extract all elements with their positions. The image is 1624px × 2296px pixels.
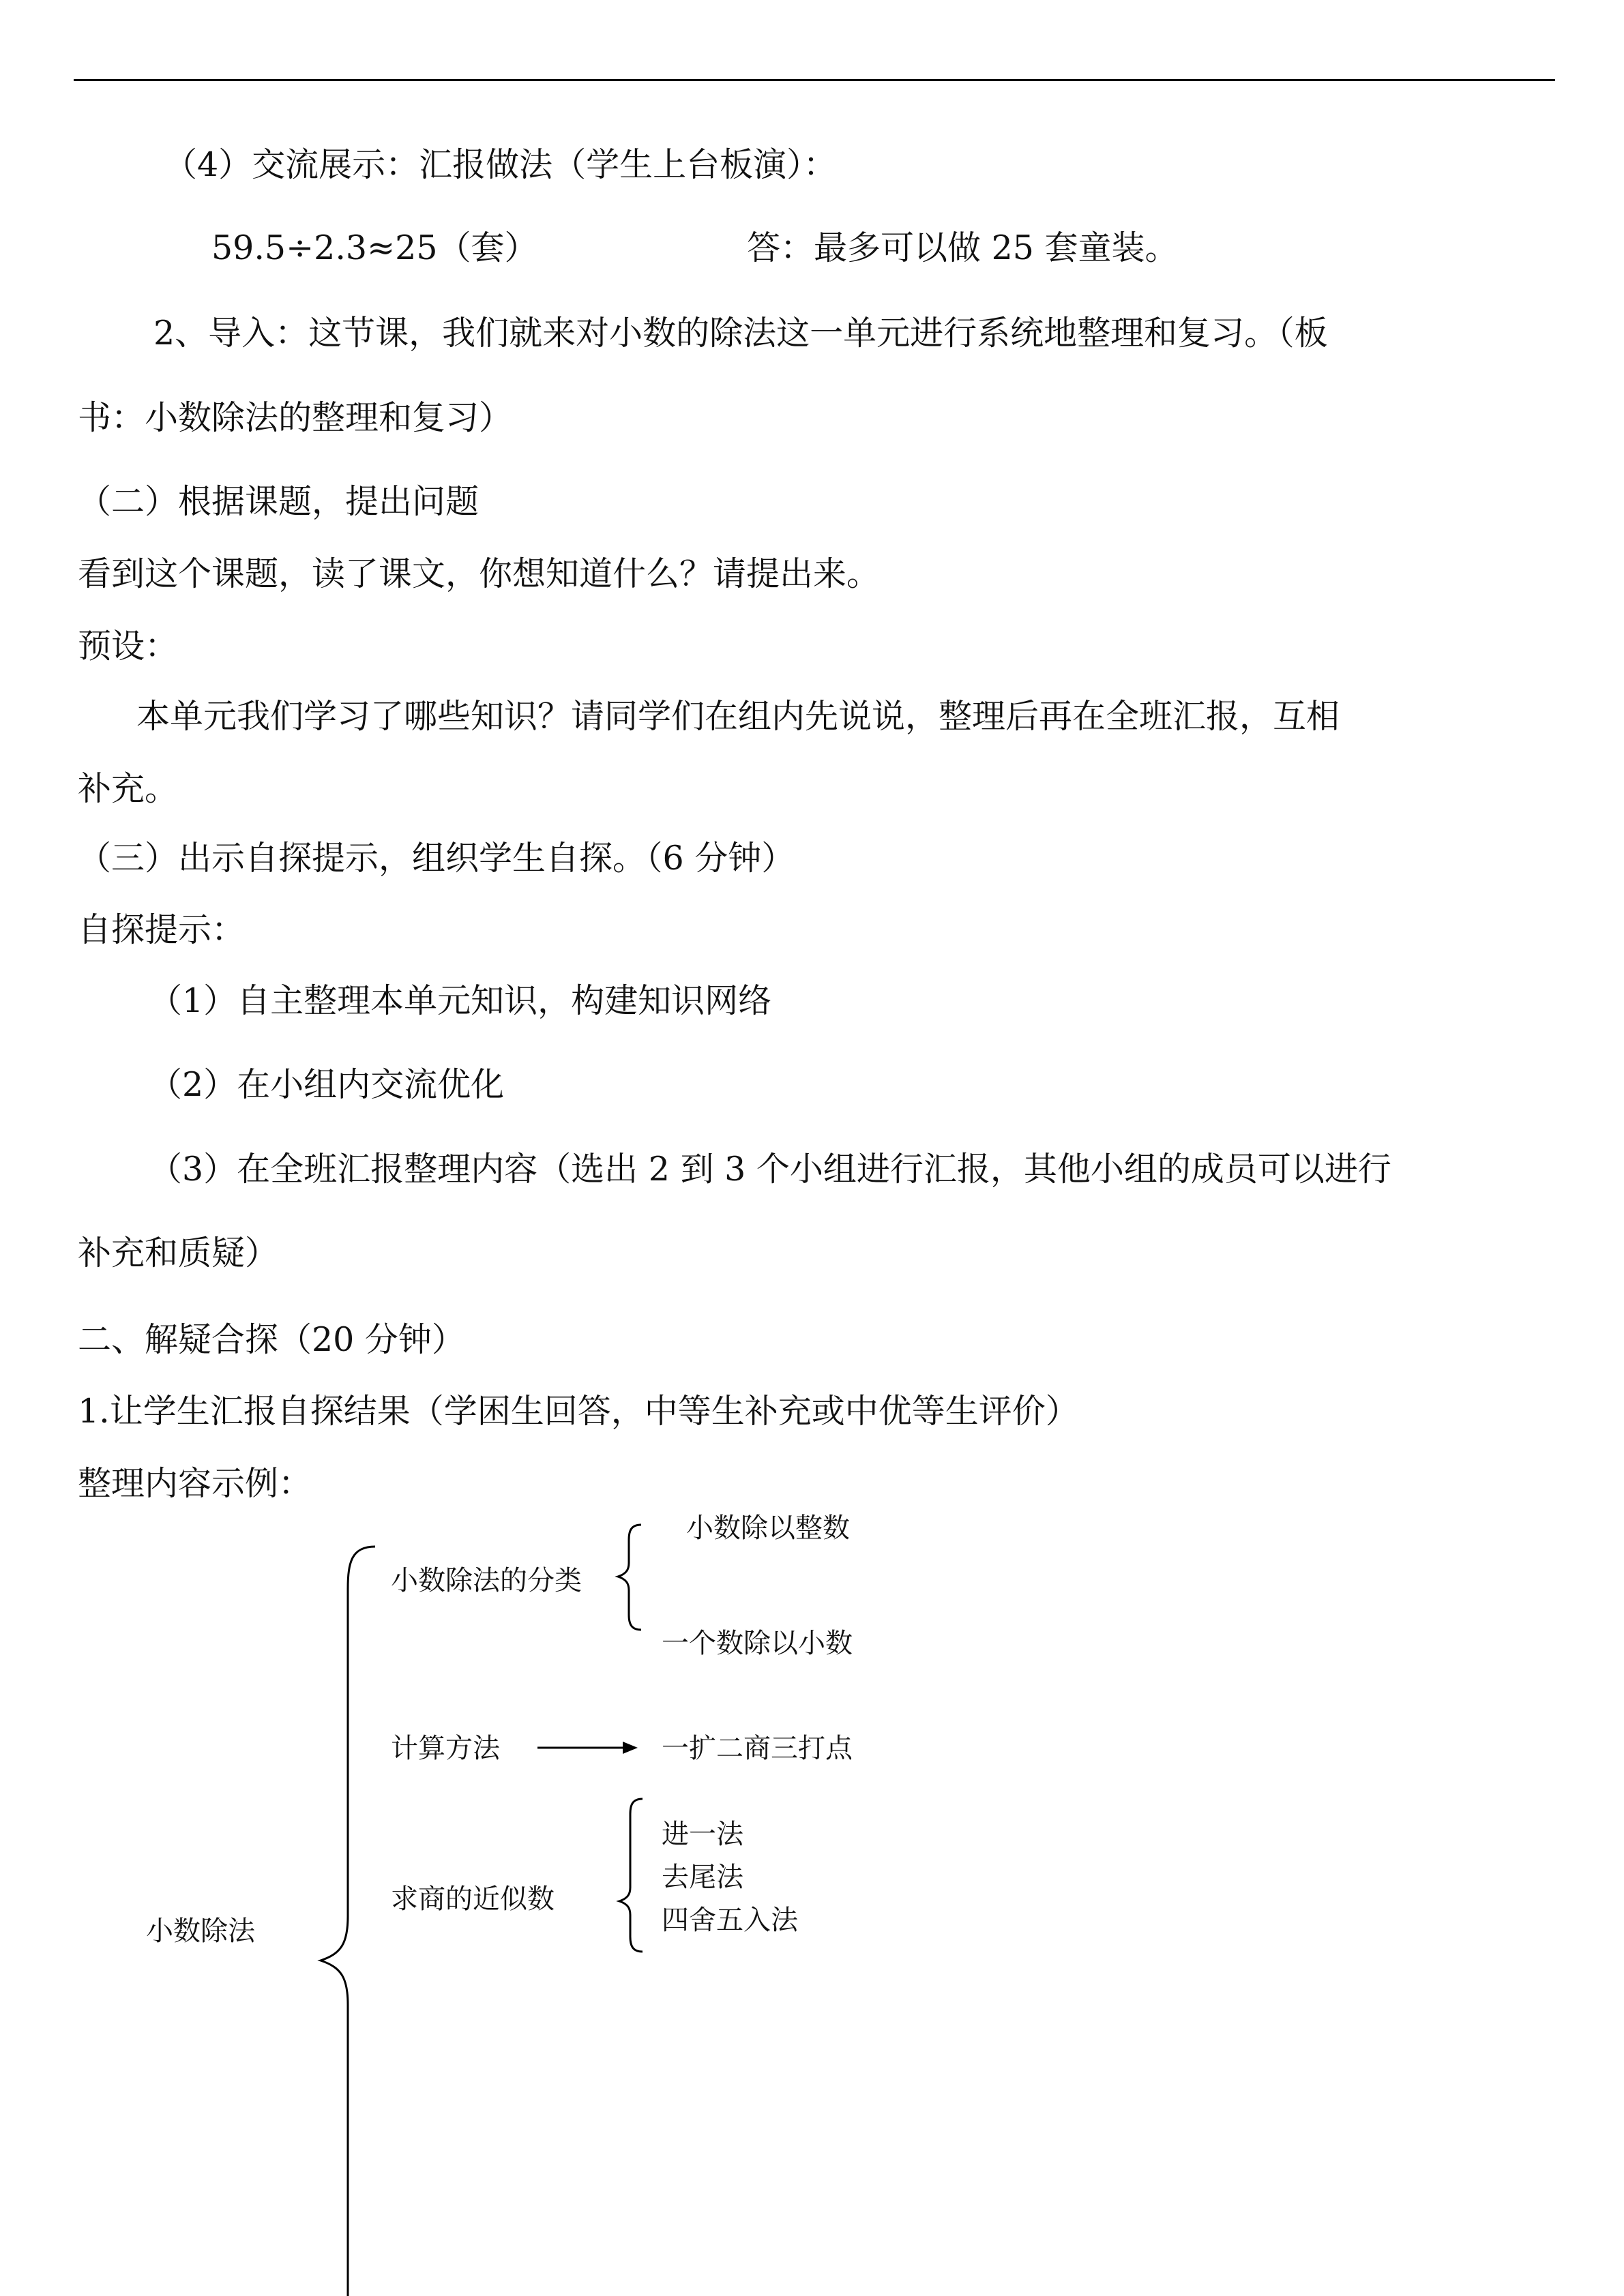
text-line-report: 1.让学生汇报自探结果（学困生回答，中等生补充或中优等生评价） xyxy=(78,1392,1079,1431)
list-item-1: （1）自主整理本单元知识，构建知识网络 xyxy=(149,981,772,1020)
approx-item-3: 四舍五入法 xyxy=(662,1905,798,1936)
text-line-preset: 预设： xyxy=(78,627,179,666)
main-brace xyxy=(321,1547,375,2296)
text-line-example: 整理内容示例： xyxy=(78,1464,312,1503)
text-line-intro-cont: 书：小数除法的整理和复习） xyxy=(78,398,513,437)
section-heading-two: （二）根据课题，提出问题 xyxy=(78,482,479,521)
category-item-1: 小数除以整数 xyxy=(686,1512,850,1544)
approx-item-2: 去尾法 xyxy=(662,1862,743,1893)
approx-label: 求商的近似数 xyxy=(391,1883,555,1915)
method-arrowhead xyxy=(623,1742,638,1754)
text-line-unit-knowledge-cont: 补充。 xyxy=(78,769,179,808)
list-item-3-cont: 补充和质疑） xyxy=(78,1234,279,1272)
list-item-3: （3）在全班汇报整理内容（选出 2 到 3 个小组进行汇报，其他小组的成员可以进行 xyxy=(149,1150,1391,1189)
text-line-unit-knowledge: 本单元我们学习了哪些知识？请同学们在组内先说说，整理后再在全班汇报，互相 xyxy=(136,697,1340,736)
category-item-2: 一个数除以小数 xyxy=(662,1628,853,1659)
text-line-self-explore: 自探提示： xyxy=(78,910,246,949)
approx-brace xyxy=(619,1799,643,1952)
text-line-intro: 2、导入：这节课，我们就来对小数的除法这一单元进行系统地整理和复习。（板 xyxy=(153,314,1328,353)
method-result: 一扩二商三打点 xyxy=(662,1733,853,1764)
text-line-exchange-show: （4）交流展示：汇报做法（学生上台板演）： xyxy=(164,145,837,184)
category-label: 小数除法的分类 xyxy=(391,1565,582,1596)
approx-item-1: 进一法 xyxy=(662,1819,743,1850)
section-heading-four: 二、解疑合探（20 分钟） xyxy=(78,1320,465,1359)
list-item-2: （2）在小组内交流优化 xyxy=(149,1065,505,1104)
category-brace xyxy=(618,1525,641,1630)
text-line-question: 看到这个课题，读了课文，你想知道什么？请提出来。 xyxy=(78,554,881,593)
section-heading-three: （三）出示自探提示，组织学生自探。（6 分钟） xyxy=(78,839,795,878)
text-line-equation: 59.5÷2.3≈25（套） xyxy=(211,228,538,267)
root-label: 小数除法 xyxy=(146,1915,255,1947)
text-line-answer: 答：最多可以做 25 套童装。 xyxy=(747,228,1179,267)
method-label: 计算方法 xyxy=(391,1733,500,1764)
